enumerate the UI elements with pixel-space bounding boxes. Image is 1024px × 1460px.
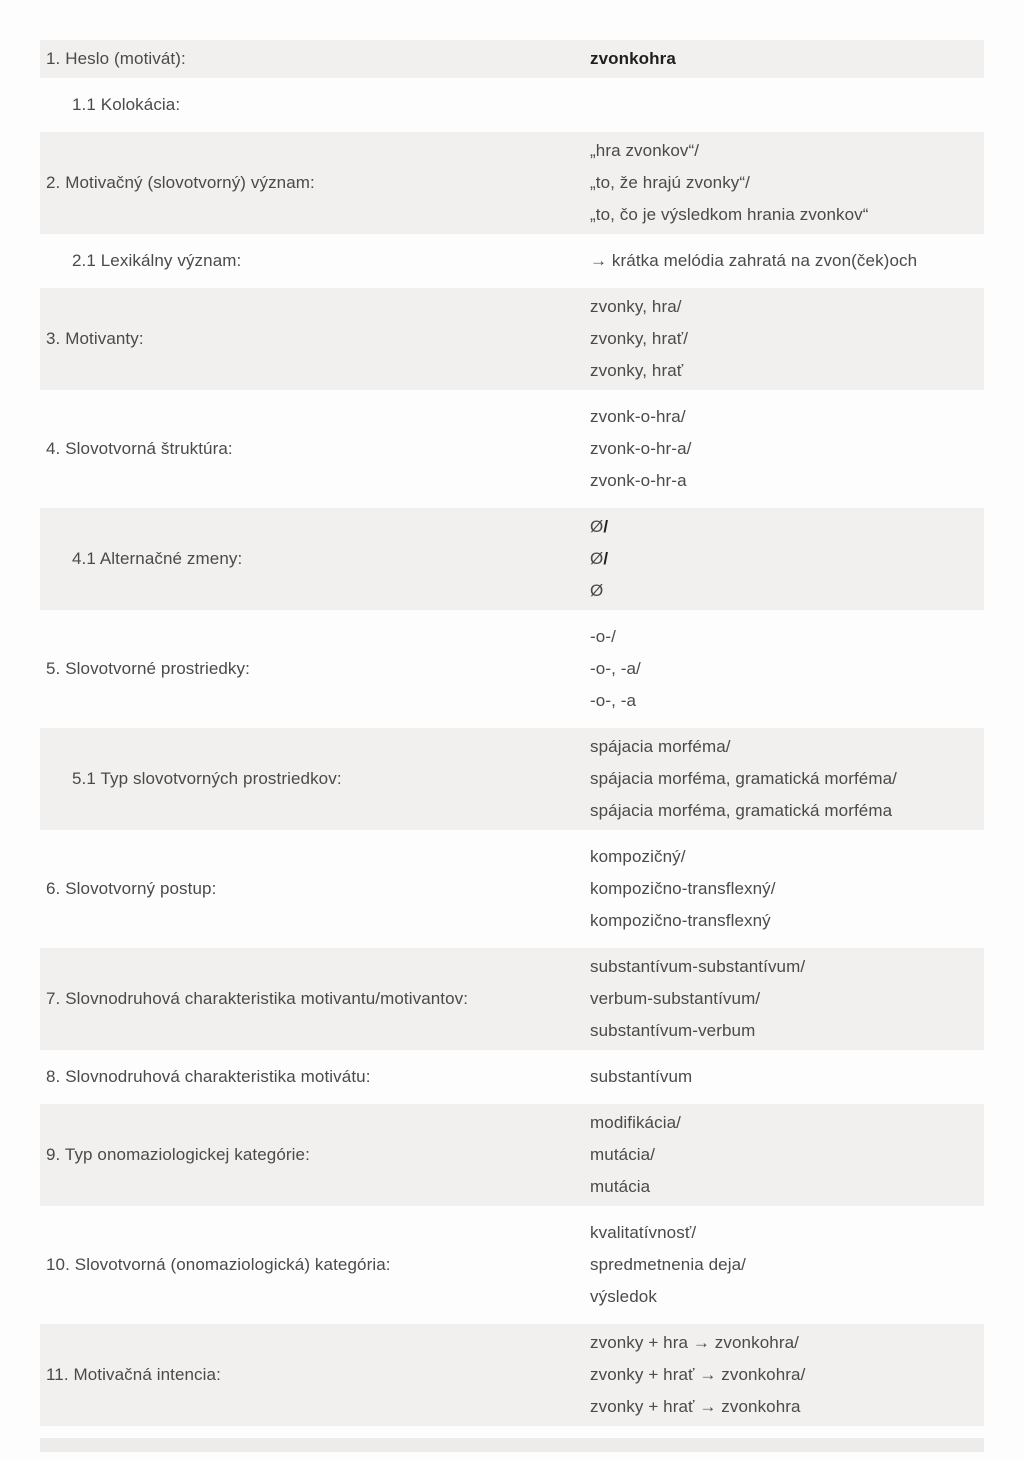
row-values xyxy=(590,511,976,607)
value-text: mutácia/ xyxy=(590,1145,656,1164)
value-text: -o-, -a xyxy=(590,691,637,710)
table-row xyxy=(40,398,984,500)
row-value-line xyxy=(590,433,976,465)
value-text: zvonky + hra → zvonkohra/ xyxy=(590,1333,799,1352)
value-text: kompozično-transflexný xyxy=(590,911,771,930)
value-text: zvonky, hrať/ xyxy=(590,329,689,348)
row-label: 8. Slovnodruhová charakteristika motivátu: xyxy=(46,1067,371,1086)
row-value-line xyxy=(590,401,976,433)
value-text: Ø xyxy=(590,581,604,600)
row-values xyxy=(590,245,976,277)
row-value-line xyxy=(590,1359,976,1391)
value-text: zvonky + hrať → zvonkohra/ xyxy=(590,1365,806,1384)
value-text: substantívum xyxy=(590,1067,693,1086)
row-value-line xyxy=(590,167,976,199)
row-value-line xyxy=(590,199,976,231)
table-row xyxy=(40,1104,984,1206)
row-value-line xyxy=(590,841,976,873)
row-values xyxy=(590,1061,976,1093)
value-text: kompozičný/ xyxy=(590,847,686,866)
row-value-line xyxy=(590,873,976,905)
value-text: → krátka melódia zahratá na zvon(ček)och xyxy=(590,251,918,270)
row-value-line xyxy=(590,1281,976,1313)
table-row xyxy=(40,508,984,610)
row-values xyxy=(590,135,976,231)
row-value-line xyxy=(590,1107,976,1139)
table-row xyxy=(40,86,984,124)
row-value-line xyxy=(590,323,976,355)
row-values xyxy=(590,841,976,937)
row-value-line xyxy=(590,135,976,167)
table-row xyxy=(40,1058,984,1096)
row-values xyxy=(590,1327,976,1423)
row-values xyxy=(590,401,976,497)
value-text: „hra zvonkov“/ xyxy=(590,141,700,160)
value-text-bold: / xyxy=(603,549,609,568)
row-value-line xyxy=(590,653,976,685)
row-values xyxy=(590,291,976,387)
value-text: zvonk-o-hr-a/ xyxy=(590,439,692,458)
row-label: 4.1 Alternačné zmeny: xyxy=(72,549,243,568)
row-value-line xyxy=(590,905,976,937)
value-text: zvonky + hrať → zvonkohra xyxy=(590,1397,801,1416)
motivation-analysis-table xyxy=(40,40,984,1426)
value-text: modifikácia/ xyxy=(590,1113,681,1132)
row-value-line xyxy=(590,355,976,387)
row-value-line xyxy=(590,731,976,763)
table-row xyxy=(40,728,984,830)
row-values xyxy=(590,43,976,75)
row-value-line xyxy=(590,465,976,497)
row-label: 3. Motivanty: xyxy=(46,329,144,348)
value-text: kompozično-transflexný/ xyxy=(590,879,776,898)
value-text: zvonk-o-hr-a xyxy=(590,471,687,490)
value-text: výsledok xyxy=(590,1287,657,1306)
row-value-line xyxy=(590,1171,976,1203)
row-values xyxy=(590,1217,976,1313)
value-text: spájacia morféma, gramatická morféma xyxy=(590,801,893,820)
value-text: zvonky, hrať xyxy=(590,361,684,380)
value-text: spájacia morféma, gramatická morféma/ xyxy=(590,769,897,788)
value-text: spájacia morféma/ xyxy=(590,737,731,756)
table-row xyxy=(40,242,984,280)
value-text: kvalitatívnosť/ xyxy=(590,1223,697,1242)
row-value-line xyxy=(590,245,976,277)
value-text-bold: zvonkohra xyxy=(590,49,676,68)
row-label: 5.1 Typ slovotvorných prostriedkov: xyxy=(72,769,342,788)
row-value-line xyxy=(590,621,976,653)
value-text: zvonk-o-hra/ xyxy=(590,407,686,426)
row-value-line xyxy=(590,1249,976,1281)
value-text: verbum-substantívum/ xyxy=(590,989,761,1008)
value-text: -o-, -a/ xyxy=(590,659,641,678)
value-text-bold: / xyxy=(603,517,609,536)
value-text: mutácia xyxy=(590,1177,651,1196)
row-label: 4. Slovotvorná štruktúra: xyxy=(46,439,233,458)
row-label: 1.1 Kolokácia: xyxy=(72,95,181,114)
table-row xyxy=(40,1324,984,1426)
row-value-line xyxy=(590,795,976,827)
table-row xyxy=(40,838,984,940)
row-label: 1. Heslo (motivát): xyxy=(46,49,186,68)
row-values xyxy=(590,1107,976,1203)
row-value-line xyxy=(590,951,976,983)
row-value-line xyxy=(590,1327,976,1359)
value-text: substantívum-substantívum/ xyxy=(590,957,806,976)
row-value-line xyxy=(590,291,976,323)
row-value-line xyxy=(590,43,976,75)
row-value-line xyxy=(590,763,976,795)
row-value-line xyxy=(590,543,976,575)
row-label: 6. Slovotvorný postup: xyxy=(46,879,217,898)
value-text: zvonky, hra/ xyxy=(590,297,682,316)
table-row xyxy=(40,1214,984,1316)
row-value-line xyxy=(590,1061,976,1093)
row-value-line xyxy=(590,575,976,607)
table-row xyxy=(40,132,984,234)
value-text: „to, čo je výsledkom hrania zvonkov“ xyxy=(590,205,869,224)
row-values xyxy=(590,951,976,1047)
value-text: Ø xyxy=(590,517,604,536)
table-row xyxy=(40,288,984,390)
value-text: spredmetnenia deja/ xyxy=(590,1255,746,1274)
row-value-line xyxy=(590,1391,976,1423)
row-label: 9. Typ onomaziologickej kategórie: xyxy=(46,1145,310,1164)
row-value-line xyxy=(590,511,976,543)
row-label: 10. Slovotvorná (onomaziologická) kategória: xyxy=(46,1255,391,1274)
value-text: Ø xyxy=(590,549,604,568)
row-value-line xyxy=(590,1015,976,1047)
row-label: 2.1 Lexikálny význam: xyxy=(72,251,242,270)
table-row xyxy=(40,40,984,78)
row-values xyxy=(590,731,976,827)
row-value-line xyxy=(590,685,976,717)
table-row xyxy=(40,618,984,720)
row-value-line xyxy=(590,1139,976,1171)
row-values xyxy=(590,621,976,717)
row-value-line xyxy=(590,1217,976,1249)
value-text: „to, že hrajú zvonky“/ xyxy=(590,173,750,192)
row-label: 5. Slovotvorné prostriedky: xyxy=(46,659,250,678)
value-text: substantívum-verbum xyxy=(590,1021,756,1040)
row-value-line xyxy=(590,983,976,1015)
row-label: 2. Motivačný (slovotvorný) význam: xyxy=(46,173,315,192)
row-label: 11. Motivačná intencia: xyxy=(46,1365,221,1384)
value-text: -o-/ xyxy=(590,627,616,646)
table-row xyxy=(40,948,984,1050)
next-row-partial xyxy=(40,1438,984,1452)
row-label: 7. Slovnodruhová charakteristika motivantu/motivantov: xyxy=(46,989,469,1008)
